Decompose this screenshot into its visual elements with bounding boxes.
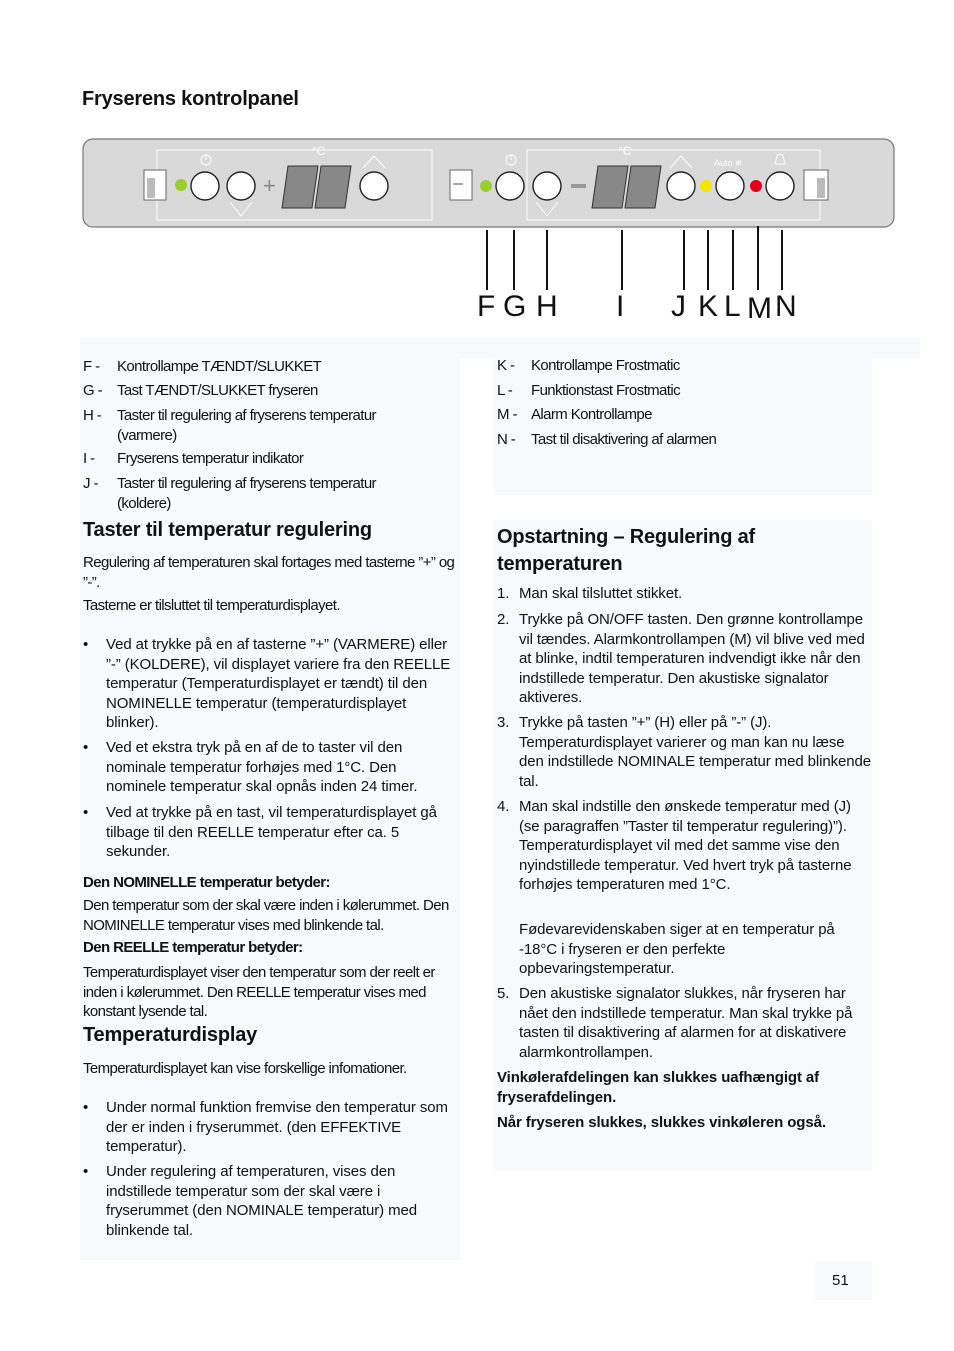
- left-minus-button: [227, 172, 255, 200]
- red-lamp-M: [750, 180, 762, 192]
- legend-item: N - Tast til disaktivering af alarmen: [497, 431, 717, 448]
- label-H: H: [536, 290, 557, 323]
- paragraph: Regulering af temperaturen skal fortages med tasterne ”+” og ”-”.: [83, 554, 455, 591]
- section-title: Taster til temperatur regulering: [83, 519, 372, 541]
- label-J: J: [671, 290, 685, 323]
- label-K: K: [698, 290, 718, 323]
- step-item: 1. Man skal tilsluttet stikket.: [497, 585, 683, 602]
- label-I: I: [616, 290, 624, 323]
- step-item: Fødevarevidenskaben siger at en temperatur på -18°C i fryseren er den perfekte opbevaringstemperatur.: [519, 921, 835, 977]
- legend-item: J - Taster til regulering af fryserens temperatur (koldere): [83, 475, 376, 512]
- bullet-item: • Ved et ekstra tryk på en af de to taster vil den nominale temperatur forhøjes med 1°C. Den nominele temperatur skal opnås inden 24 timer.: [83, 739, 418, 795]
- label-G: G: [503, 290, 526, 323]
- paragraph: Den temperatur som der skal være inden i kølerummet. Den NOMINELLE temperatur vises med blinkende tal.: [83, 897, 449, 934]
- legend-item: I - Fryserens temperatur indikator: [83, 450, 304, 467]
- control-panel-illustration: [82, 138, 896, 230]
- svg-text:°C: °C: [618, 144, 632, 158]
- page-number: 51: [832, 1272, 849, 1289]
- right-minus-symbol: [571, 184, 586, 188]
- bullet-item: • Ved at trykke på en tast, vil temperaturdisplayet gå tilbage til den REELLE temperatur efter ca. 5 sekunder.: [83, 804, 437, 860]
- label-L: L: [724, 290, 740, 323]
- bullet-item: • Under normal funktion fremvise den temperatur som der er inden i fryserummet. (den EFFEKTIVE temperatur).: [83, 1099, 448, 1155]
- legend-item: H - Taster til regulering af fryserens temperatur (varmere): [83, 407, 376, 444]
- onoff-button-G: [496, 172, 524, 200]
- frostmatic-button-L: [716, 172, 744, 200]
- left-plus-button: [360, 172, 388, 200]
- legend-item: K - Kontrollampe Frostmatic: [497, 357, 680, 374]
- left-plus-symbol: +: [263, 173, 276, 198]
- step-item: 2. Trykke på ON/OFF tasten. Den grønne kontrollampe vil tændes. Alarmkontrollampen (M) vil blive ved med at blinke, indtil temperaturen indvendigt ikke når den indstillede temperatur. Den akustiske signalator aktiveres.: [497, 611, 865, 706]
- left-onoff-button: [191, 172, 219, 200]
- note: Når fryseren slukkes, slukkes vinkøleren også.: [497, 1114, 826, 1131]
- label-F: F: [477, 290, 495, 323]
- section-title: Temperaturdisplay: [83, 1024, 258, 1046]
- label-M: M: [747, 292, 771, 325]
- step-item: 3. Trykke på tasten ”+” (H) eller på ”-” (J). Temperaturdisplayet varierer og man kan nu læse den indstillede NOMINALE temperatur med blinkende tal.: [497, 714, 871, 790]
- left-digit-2: [315, 166, 351, 208]
- legend-item: F - Kontrollampe TÆNDT/SLUKKET: [83, 358, 322, 375]
- digit-2-I: [625, 166, 661, 208]
- bullet-item: • Ved at trykke på en af tasterne ”+” (VARMERE) eller ”-” (KOLDERE), vil displayet variere fra den REELLE temperatur (Temperaturdisplayet er tændt) til den NOMINELLE temperatur (temperaturdisplayet blinker).: [83, 636, 451, 731]
- left-green-lamp: [175, 179, 187, 191]
- page-heading: Fryserens kontrolpanel: [82, 88, 299, 110]
- paragraph: Tasterne er tilsluttet til temperaturdisplayet.: [83, 597, 340, 614]
- paragraph: Temperaturdisplayet viser den temperatur som der reelt er inden i kølerummet. Den REELLE temperatur vises med konstant lysende tal.: [83, 964, 435, 1020]
- step-item: 5. Den akustiske signalator slukkes, når fryseren har nået den indstillede temperatur. Man skal trykke på tasten til disaktivering af alarmen for at diskativere alarmkontrollampen.: [497, 985, 853, 1061]
- label-N: N: [775, 290, 796, 323]
- left-digit-1: [282, 166, 318, 208]
- note: Vinkølerafdelingen kan slukkes uafhængigt af fryserafdelingen.: [497, 1069, 820, 1106]
- svg-text:°C: °C: [312, 144, 326, 158]
- minus-button-J: [667, 172, 695, 200]
- bullet-item: • Under regulering af temperaturen, vises den indstillede temperatur som der skal være i fryserummet (den NOMINALE temperatur) med blinkende tal.: [83, 1163, 417, 1239]
- legend-item: G - Tast TÆNDT/SLUKKET fryseren: [83, 382, 318, 399]
- section-title: Opstartning – Regulering af temperaturen: [497, 526, 755, 575]
- subheading: Den NOMINELLE temperatur betyder:: [83, 874, 330, 891]
- plus-button-H: [533, 172, 561, 200]
- alarm-button-N: [766, 172, 794, 200]
- legend-item: L - Funktionstast Frostmatic: [497, 382, 680, 399]
- paragraph: Temperaturdisplayet kan vise forskellige infomationer.: [83, 1060, 407, 1077]
- green-lamp-F: [480, 180, 492, 192]
- step-item: 4. Man skal indstille den ønskede temperatur med (J) (se paragraffen ”Taster til temperatur regulering)”). Temperaturdisplayet vil med det samme vise den nyindstillede temperatur. Ved hvert tryk på tasterne forhøjes temperaturen med 1°C.: [497, 798, 852, 893]
- digit-1-I: [592, 166, 628, 208]
- subheading: Den REELLE temperatur betyder:: [83, 939, 303, 956]
- legend-item: M - Alarm Kontrollampe: [497, 406, 652, 423]
- auto-label: Auto ❄: [714, 158, 743, 168]
- yellow-lamp-K: [700, 180, 712, 192]
